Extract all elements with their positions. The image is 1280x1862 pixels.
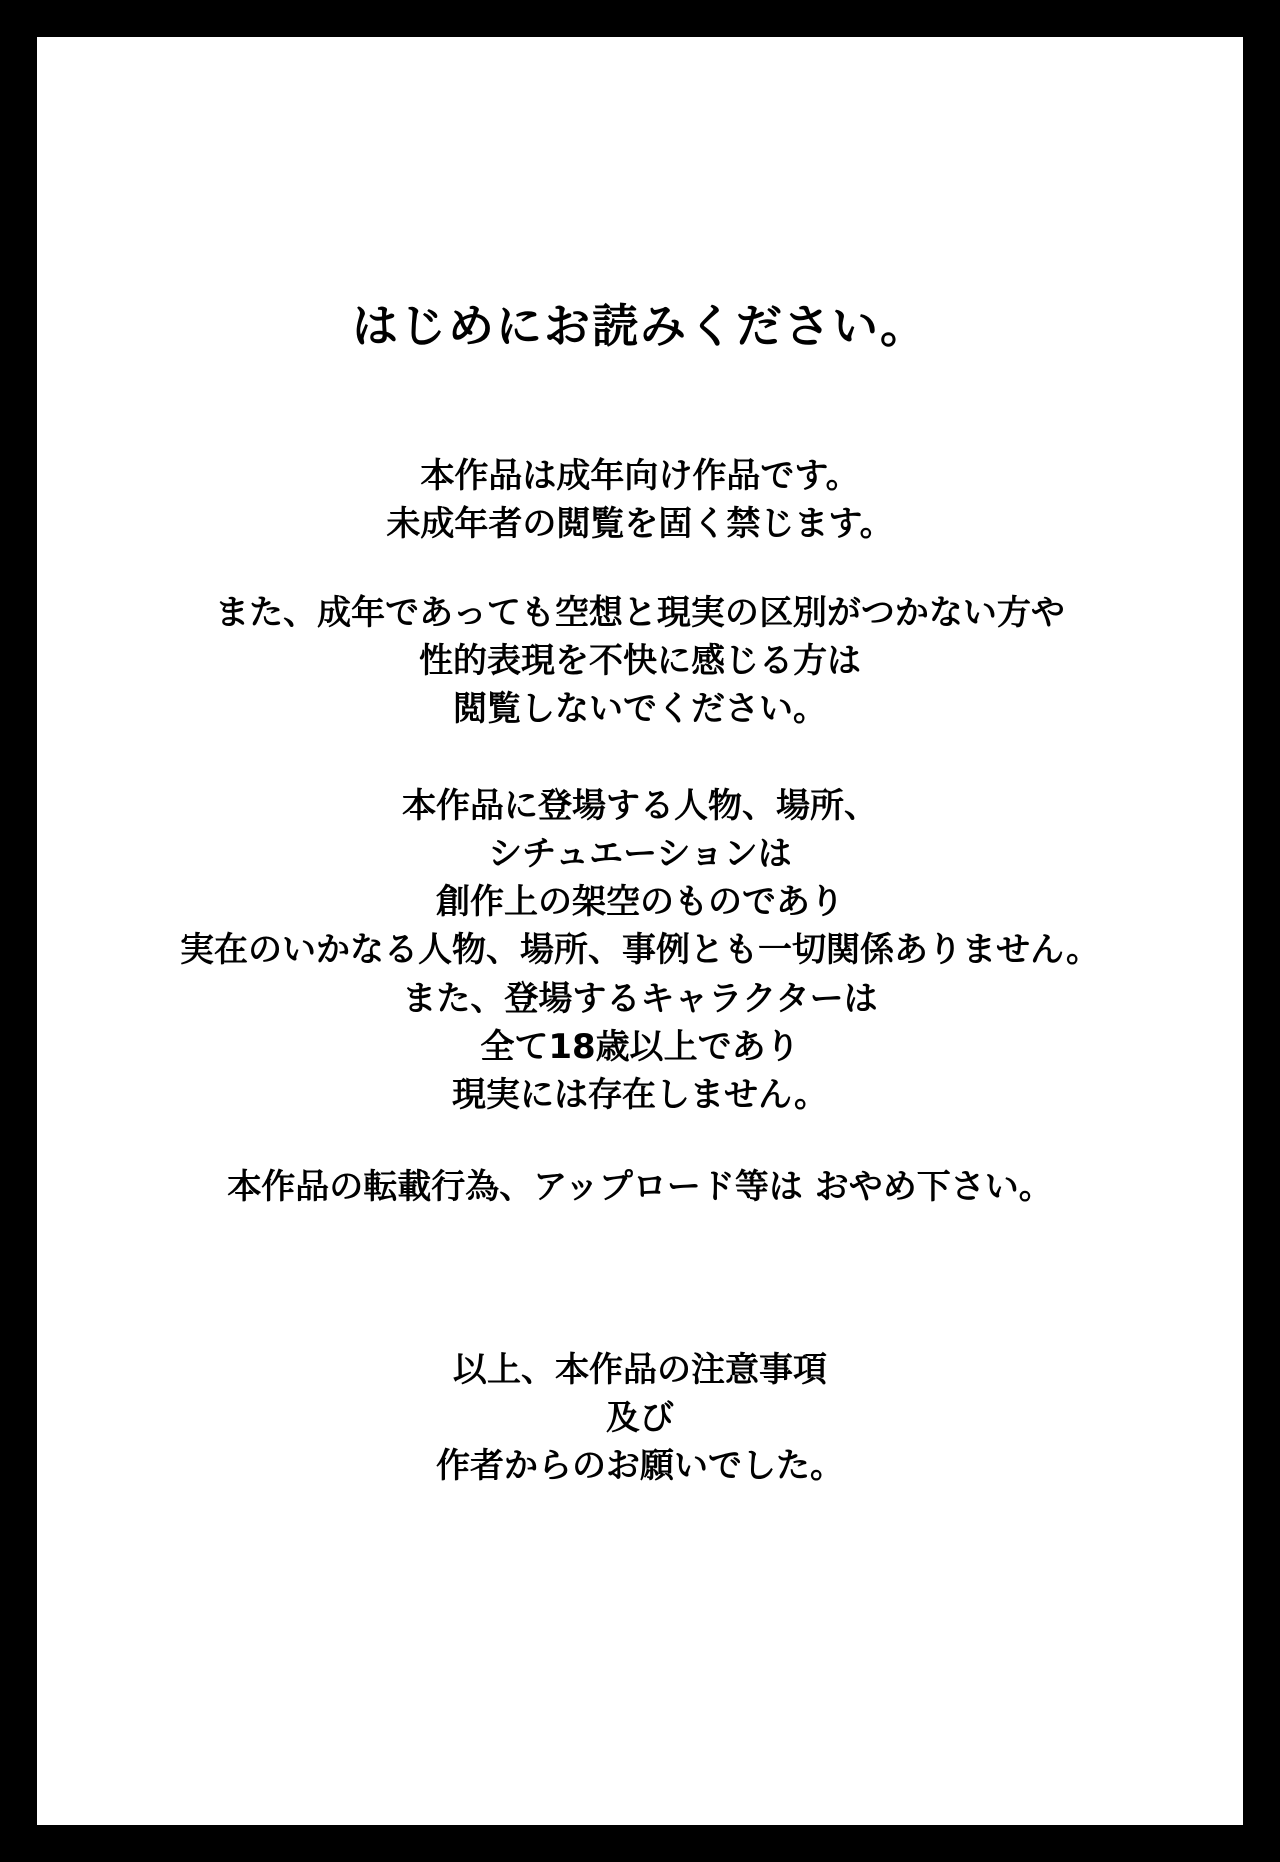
closing-note-block bbox=[436, 1346, 844, 1491]
notice-line: 作者からのお願いでした。 bbox=[436, 1446, 844, 1487]
notice-line: 以上、本作品の注意事項 bbox=[453, 1349, 827, 1390]
notice-line: 閲覧しないでください。 bbox=[452, 689, 827, 730]
notice-line: 及び bbox=[606, 1397, 674, 1438]
notice-line: シチュエーションは bbox=[488, 833, 792, 874]
notice-line: 創作上の架空のものであり bbox=[435, 882, 844, 923]
notice-line: 本作品に登場する人物、場所、 bbox=[401, 785, 878, 826]
notice-line: また、成年であっても空想と現実の区別がつかない方や bbox=[215, 592, 1065, 633]
notice-line: 未成年者の閲覧を固く禁じます。 bbox=[386, 504, 894, 545]
notice-content bbox=[37, 37, 1243, 1825]
repost-prohibition-block bbox=[227, 1163, 1052, 1211]
fiction-disclaimer-block bbox=[180, 782, 1100, 1120]
adult-notice-block bbox=[386, 452, 893, 549]
notice-line: 本作品は成年向け作品です。 bbox=[420, 456, 860, 497]
notice-line: 現実には存在しません。 bbox=[451, 1075, 829, 1116]
page-border-frame bbox=[34, 34, 1246, 1828]
notice-line: また、登場するキャラクターは bbox=[402, 978, 878, 1019]
notice-line: 性的表現を不快に感じる方は bbox=[418, 640, 861, 681]
notice-line: 実在のいかなる人物、場所、事例とも一切関係ありません。 bbox=[179, 930, 1101, 971]
page-title: はじめにお読みください。 bbox=[352, 299, 928, 353]
viewing-warning-block bbox=[215, 589, 1065, 734]
notice-line: 全て18歳以上であり bbox=[480, 1026, 800, 1067]
notice-line: 本作品の転載行為、アップロード等は おやめ下さい。 bbox=[227, 1167, 1053, 1208]
